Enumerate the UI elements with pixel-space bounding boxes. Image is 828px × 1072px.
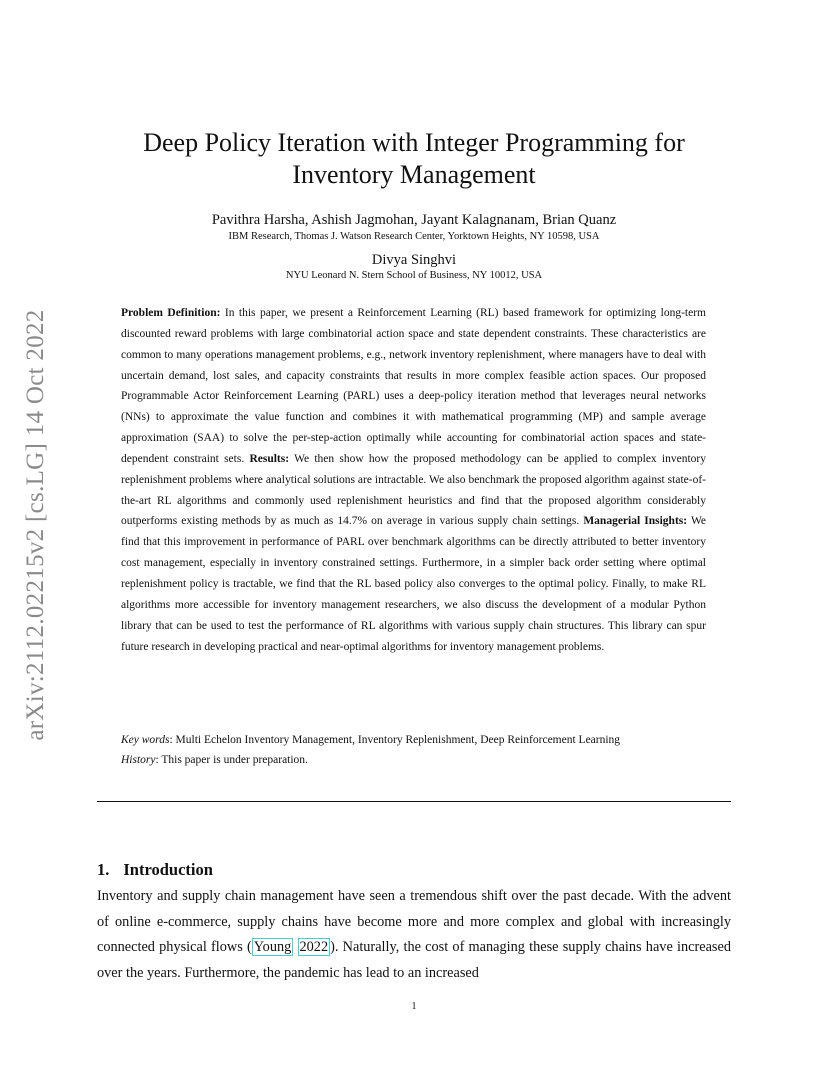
abstract [121,303,706,657]
citation-year-link[interactable] [298,938,331,956]
title-line-1: Deep Policy Iteration with Integer Programming for [143,128,685,157]
affiliation-ibm: IBM Research, Thomas J. Watson Research Center, Yorktown Heights, NY 10598, USA [228,231,600,242]
keywords-label: Key words [121,734,170,746]
arxiv-stamp: arXiv:2112.02215v2 [cs.LG] 14 Oct 2022 [22,309,49,741]
citation-year[interactable]: 2022 [299,939,329,955]
history [121,750,706,770]
abstract-problem-text: In this paper, we present a Reinforcement Learning (RL) based framework for optimizing long-term discounted reward problems with large combinatorial action space and state dependent constraints. These characteristics are common to many operations management problems, e.g., network inventory replenishment, where managers have to deal with uncertain demand, lost sales, and capacity constraints that results in more complex feasible action spaces. Our proposed Programmable Actor Reinforcement Learning (PARL) uses a deep-policy iteration method that leverages neural networks (NNs) to approximate the value function and combines it with mathematical programming (MP) and sample average approximation (SAA) to solve the per-step-action optimally while accounting for combinatorial action spaces and state-dependent constraint sets. [121,307,706,465]
history-text: : This paper is under preparation. [155,754,308,766]
affiliation-nyu: NYU Leonard N. Stern School of Business, NY 10012, USA [285,270,543,281]
abstract-insights-text: We find that this improvement in performance of PARL over benchmark algorithms can be directly attributed to better inventory cost management, especially in inventory constrained settings. Furthermore, in a simpler back order setting where optimal replenishment policy is tractable, we find that the RL based policy also converges to the optimal policy. Finally, to make RL algorithms more accessible for inventory management researchers, we also discuss the development of a modular Python library that can be used to test the performance of RL algorithms with various supply chain structures. This library can spur future research in developing practical and near-optimal algorithms for inventory management problems. [121,515,706,653]
intro-text-2: ). Naturally, the cost of managing these supply chains have increased over the years. Furthermore, the pandemic has lead to an increased [97,939,731,981]
section-heading [97,859,213,881]
history-label: History [121,754,156,766]
abstract-problem-label: Problem Definition: [121,307,221,319]
citation-link[interactable] [252,938,294,956]
section-title: Introduction [123,860,213,879]
intro-paragraph [97,884,731,986]
authors-primary: Pavithra Harsha, Ashish Jagmohan, Jayant Kalagnanam, Brian Quanz [211,212,617,228]
paper-title [90,127,738,191]
title-line-2: Inventory Management [292,160,536,189]
authors-secondary: Divya Singhvi [371,252,457,268]
abstract-insights-label: Managerial Insights: [583,515,688,528]
intro-text-1: Inventory and supply chain management have seen a tremendous shift over the past decade. With the advent of online e-commerce, supply chains have become more and more complex and global with increasingly connected physical flows ( [97,888,731,955]
keywords-block [121,730,706,770]
page-number: 1 [411,1001,417,1012]
abstract-results-text: We then show how the proposed methodology can be applied to complex inventory replenishment problems where analytical solutions are intractable. We also benchmark the proposed algorithm against state-of-the-art RL algorithms and commonly used replenishment heuristics and find that the proposed algorithm considerably outperforms existing methods by as much as 14.7% on average in various supply chain settings. [121,452,706,528]
keywords [121,730,706,750]
keywords-text: : Multi Echelon Inventory Management, Inventory Replenishment, Deep Reinforcement Learning [169,734,621,746]
citation-name[interactable]: Young [253,939,292,955]
abstract-results-label: Results: [249,452,290,465]
section-number: 1. [97,860,110,879]
abstract-divider [97,801,731,802]
